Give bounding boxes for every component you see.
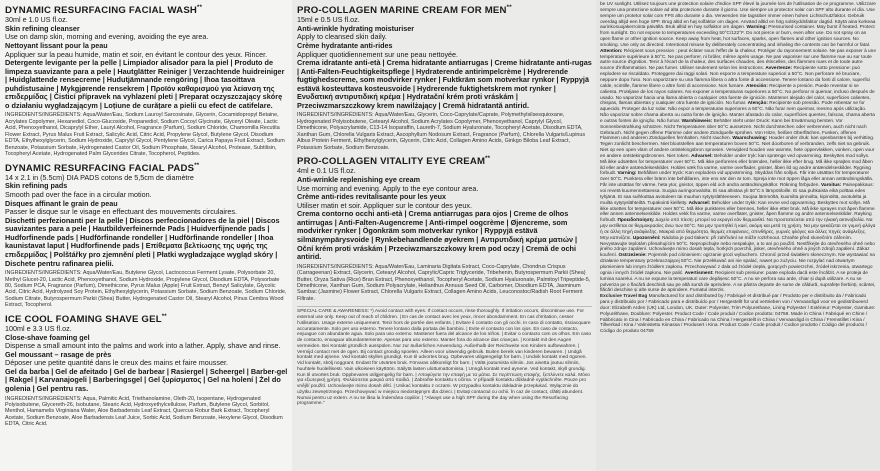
- pads-desc-fr: Disques affinant le grain de peau: [5, 198, 118, 208]
- eye-use-fr: Utiliser matin et soir. Appliquer sur le contour des yeux.: [297, 200, 472, 210]
- wash-use-fr: Appliquer sur la peau humide, matin et soir, en évitant le contour des yeux. Rincer.: [5, 49, 268, 59]
- marine-title: PRO-COLLAGEN MARINE CREAM FOR MEN**: [297, 5, 512, 17]
- marine-use-fr: Appliquer quotidiennement sur une peau nettoyée.: [297, 49, 459, 59]
- wash-translations: Detergente levigante per la pelle | Limpiador alisador para la piel | Produto de limpeza suavizante para a pele | Hautglätter Reiniger | Verzachtende huidreiniger | Huidglattende rensecreme | Hudutjämnande rengöring | Ihoa tasoittava puhdistusaine | Mykgjørende rensekrem | Προϊόν καθαρισμού για λείανση της επιδερμίδας | Čisticí přípravek na vyhlazení pleti | Preparat oczyszczający skórę o działaniu wygładzającym | Loțiune de curățare a pielii cu efect de catifelare.: [5, 58, 285, 110]
- pads-title: DYNAMIC RESURFACING FACIAL PADS**: [5, 162, 200, 174]
- aerosol-warnings: be UV sunlight. Utilisez toujours une protection solaire d'indice SPF élevé la journée lors de l'utilisation de ce programme. Utilizzare sempre una protezione solare ad alta protezione durante il giorno. Use siempre un protector solar con SPF alto durante el día. Use sempre um protetor solar com FPS alto durante o dia. Verwenden Sie tagsüber immer einen hohen Lichtschutzfaktor. Gebruik overdag altijd een hoge SPF. Brug altid en høj solfaktor om dagen. Använd alltid en hög solskyddsfaktor dagtid. Käytä aina korkeaa aurinkosuojakerrointa päivällä. Bruk alltid en høy solfaktor om dagen. Warning: Pressurised container. May burst if heated. Protect from sunlight. Do not expose to temperatures exceeding 50°C/122°F. Do not pierce or burn, even after use. Do not spray on an open flame or other ignition source. Keep away from heat, hot surfaces, sparks, open flames and other ignition sources. No smoking. Use only as directed. Intentional misuse by deliberately concentrating and inhaling the contents can be harmful or fatal. Attention: Récipient sous pression : peut éclater sous l'effet de la chaleur. Protéger du rayonnement solaire. Ne pas exposer à une température supérieure à 50°C. Ne pas perforer, ni brûler, même après usage. Ne pas vaporiser sur une flamme nue ou sur toute autre source d'ignition. Tenir à l'écart de la chaleur, des surfaces chaudes, des étincelles, des flammes nues et de toute autre source d'inflammation. Ne pas fumer. Utiliser seulement selon les instructions. Avvertenze: Recipiente sotto pressione: può esplodere se riscaldato. Proteggere dai raggi solari. Non esporre a temperature superiori a 50°C. Non perforare né bruciare, neppure dopo l'uso. Non vaporizzare su una fiamma libera o altra fonte di accensione. Tenere lontano da fonti di calore, superfici calde, scintille, fiamme libere o altre fonti di accensione. Non fumare. Atención: Recipiente a presión. Puede reventar si se calienta. Protéjase de los rayos solares. No exponer a temperaturas superiores a 50°C. No perforar ni quemar, incluso después de usado. No vaporizar hacia una llama abierta o cualquier otra fuente de ignición. Mantener alejado del calor, superficies calientes, chispas, llamas abiertas y cualquier otra fuente de ignición. No fumar. Atenção: Recipiente sob pressão. Pode rebentar se for aquecido. Proteger da luz solar. Não expor a temperaturas superiores a 50°C. Não furar nem queimar, mesmo após utilização. Não vaporizar sobre chama aberta ou outra fonte de ignição. Manter afastado do calor, superfícies quentes, faíscas, chama aberta e outras fontes de ignição. Não fumar. Warnhinweis: Behälter steht unter Druck: Kann bei Erwärmung bersten. Vor Sonnenbestrahlung schützen. Nicht Temperaturen über 50°C aussetzen. Nicht durchstechen oder verbrennen, auch nicht nach Gebrauch. Nicht gegen offene Flamme oder andere Zündquelle sprühen. Von Hitze, heißen Oberflächen, Funken, offenen Flammen und anderen Zündquellen fernhalten. Nicht rauchen. Waarschuwing: Houder onder druk: kan openbarsten bij verhitting. Tegen zonlicht beschermen. Niet blootstellen aan temperaturen boven 50°C. Niet doorboren of verbranden, zelfs niet na gebruik. Niet op een open vlam of andere ontstekingsbron sproeien. Verwijderd houden van warmte, hete oppervlakken, vonken, open vuur en andere ontstekingsbronnen. Niet roken. Advarsel: Beholder under tryk: kan sprænge ved opvarmning. Beskyttes mod sollys. Må ikke udsættes for temperaturer over 50°C. Må ikke perforeres eller brændes, heller ikke efter brug. Må ikke sprøjtes mod åben ild eller andre antændelseskilder. Holdes væk fra varme, varme overflader, gnister, åben ild og andre antændelseskilder. Rygning forbudt. Varning: Behållare under tryck: Kan explodera vid uppvärmning. Skyddas från solljus. Får inte utsättas för temperaturer över 50°C. Punktera eller bränn inte behållaren, inte ens när den är tom. Spreja inte mot öppen låga eller annan antändningskälla. Får inte utsättas för värme, heta ytor, gnistor, öppen eld och andra antändningskällor. Rökning förbjuden. Varoitus: Painepakkaus: voi revetä kuumennettaessa. Suojaa auringonvalolta. Ei saa altistaa yli 50°C:n lämpötiloille. Ei saa puhkaista eikä polttaa edes tyhjänä. Ei saa suihkuttaa avotuleen tai muuhun sytytyslähteeseen. Suojaa lämmöltä, kuumilta pinnoilta, kipinöiltä, avotulelta ja muilta sytytyslähteiltä. Tupakointi kielletty. Advarsel: Beholder under trykk: Kan revne ved oppvarming. Beskyttes mot sollys. Må ikke utsettes for temperaturer over 50°C. Må ikke punkteres eller brennes, heller ikke etter bruk. Må ikke sprayes mot åpen flamme eller annen antennelseskilde. Holdes vekk fra varme, varme overflater, gnister, åpen flamme og andre antennelseskilder. Røyking forbudt. Προειδοποίηση: Δοχείο υπό πίεση: μπορεί να εκραγεί εάν θερμανθεί. Να προστατεύεται από την ηλιακή ακτινοβολία. Να μην εκτίθεται σε θερμοκρασίες άνω των 50°C. Να μην τρυπηθεί ή καεί, ακόμη και μετά τη χρήση. Να μην ψεκάζεται σε γυμνή φλόγα ή σε άλλη πηγή ανάφλεξης. Μακριά από θερμότητα, θερμές επιφάνειες, σπινθήρες, γυμνές φλόγες και άλλες πηγές ανάφλεξης. Μην καπνίζετε. Upozornění: Nádoba je pod tlakem: při zahřívání se může roztrhnout. Chraňte před slunečním zářením. Nevystavujte teplotám přesahujícím 50°C. Nepropichujte nebo nespalujte, a to ani po použití. Nestříkejte do otevřeného ohně nebo jiného zdroje zapálení. Uchovávejte mimo dosah tepla, horkých povrchů, jisker, otevřeného ohně a jiných zdrojů zapálení. Zákaz kouření. Ostrzeżenie: Pojemnik pod ciśnieniem: ogrzanie grozi wybuchem. Chronić przed światłem słonecznym. Nie wystawiać na działanie temperatury przekraczającej 50°C. Nie przekłuwać ani nie spalać, nawet po zużyciu. Nie rozpylać nad otwartym płomieniem lub innym źródłem zapłonu. Przechowywać z dala od źródeł ciepła, gorących powierzchni, źródeł iskrzenia, otwartego ognia i innych źródeł zapłonu. Nie palić. Avertisment: Recipient sub presiune: poate exploda dacă este încălzit. A se proteja de lumina soarelui. A nu se expune la temperaturi care depășesc 50°C. A nu se perfora sau arde, chiar și după utilizare. A nu se pulveriza pe o flacără deschisă sau pe altă sursă de aprindere. A se păstra departe de surse de căldură, suprafețe fierbinți, scântei, flăcări deschise și alte surse de aprindere. Fumatul interzis.: [600, 2, 876, 294]
- pads-use-en: Smooth pad over the face in a circular motion.: [5, 189, 152, 199]
- eye-size: 4ml e 0.1 US fl.oz.: [297, 166, 356, 176]
- eye-title: PRO-COLLAGEN VITALITY EYE CREAM**: [297, 156, 491, 168]
- pads-use-fr: Passer le disque sur le visage en effectuant des mouvements circulaires.: [5, 207, 237, 217]
- divider: [297, 306, 592, 307]
- column-middle: [292, 0, 596, 471]
- special-care-warnings: SPECIAL CARE & AWARENESS: *) Avoid contact with eyes. If contact occurs, rinse thoroughly. If irritation occurs, discontinue use. For external use only. Keep out of reach of children. | En cas de contact avec les yeux, rincer abondamment. En cas d'irritation, cesser l'utilisation. Usage externe uniquement. Tenir hors de portée des enfants. | Evitare il contatto con gli occhi. In caso di contatto, risciacquare accuratamente. Solo per uso esterno. Tenere lontano dalla portata dei bambini. | Evite el contacto con los ojos. En caso de contacto, enjuague con abundante agua. Solo para uso externo. Mantener fuera del alcance de los niños. | Evitar o contacto com os olhos. Em caso de contacto, enxaguar abundantemente. Apenas para uso externo. Manter fora do alcance das crianças. | Kontakt mit den Augen vermeiden. Bei Kontakt gründlich ausspülen. Nur zur äußerlichen Anwendung. Außerhalb der Reichweite von Kindern aufbewahren. | Vermijd contact met de ogen. Bij contact grondig spoelen. Alleen voor uitwendig gebruik. Buiten bereik van kinderen bewaren. | Undgå kontakt med øjnene. Ved kontakt skylles grundigt. Kun til udvortes brug. Opbevares utilgængeligt for børn. | Undvik kontakt med ögonen. Vid kontakt, skölj noggrant. Endast för utvärtes bruk. Förvaras oåtkomligt för barn. | Vältä joutumista silmiin. Jos ainetta joutuu silmiin, huuhtele huolellisesti. Vain ulkoiseen käyttöön. Säilytä lasten ulottumattomissa. | Unngå kontakt med øynene. Ved kontakt, skyll grundig. Kun til utvortes bruk. Oppbevares utilgjengelig for barn. | Αποφύγετε την επαφή με τα μάτια. Σε περίπτωση επαφής, ξεπλύνετε καλά. Μόνο για εξωτερική χρήση. Φυλάσσεται μακριά από παιδιά. | Zabraňte kontaktu s očima. V případě kontaktu důkladně vypláchněte. Pouze pro vnější použití. Uchovávejte mimo dosah dětí. | Unikać kontaktu z oczami. W przypadku kontaktu dokładnie przepłukać. Wyłącznie do użytku zewnętrznego. Przechowywać w miejscu niedostępnym dla dzieci. | Evitați contactul cu ochii. În caz de contact, clătiți abundent. Numai pentru uz extern. A nu se lăsa la îndemâna copiilor. | "Always use a high SPF during the day when using the Resurfacing programme.": [297, 309, 592, 407]
- marine-desc-fr: Crème hydratante anti-rides: [297, 40, 393, 50]
- marine-desc-en: Anti-wrinkle hydrating moisturiser: [297, 23, 415, 33]
- gel-use-fr: Déposer une petite quantité dans le creux des mains et faire mousser.: [5, 358, 228, 368]
- marine-ingredients: INGREDIENTS/INGRÉDIENTS: Aqua/Water/Eau, Glycerin, Coco-Caprylate/Caprate, Polymethylsilsesquioxane, Hydrogenated Polyisobutene, Cetearyl Alcohol, Sodium Acrylates Copolymer, Phenoxyethanol, Caprylyl Glycol, Dimethicone, Polyacrylamide, C13-14 Isoparaffin, Laureth-7, Sodium Hyaluronate, Tocopheryl Acetate, Disodium EDTA, Xanthan Gum, Chlorella Vulgaris Extract, Ascophyllum Nodosum Extract, Fragrance (Parfum), Chlorella Vulgaris/Lupinus Albus Protein Ferment, Ethylhexylglycerin, Glycerin, Citric Acid, Collagen Amino Acids, Ginkgo Biloba Leaf Extract, Potassium Sorbate, Sodium Benzoate.: [297, 112, 586, 151]
- gel-size: 100ml e 3.3 US fl.oz.: [5, 323, 72, 333]
- eye-use-en: Use morning and evening. Apply to the eye contour area.: [297, 183, 479, 193]
- pads-desc-en: Skin refining pads: [5, 181, 68, 191]
- gel-desc-fr: Gel moussant – rasage de près: [5, 349, 112, 359]
- gel-translations: Gel da barba | Gel de afeitado | Gel de barbear | Rasiergel | Scheergel | Barber-gel | Rakgel | Karvanajogeli | Barberingsgel | Gel ξυρίσματος | Gel na holení | Żel do golenia | Gel pentru ras.: [5, 366, 288, 394]
- gel-ingredients: INGREDIENTS/INGRÉDIENTS: Aqua, Palmitic Acid, Triethanolamine, Oleth-20, Isopentane, Hydrogenated Polyisobutene, Glycereth-26, Isobutane, Stearic Acid, Hydroxyethylcellulose, Parfum, Butylene Glycol, Sorbitol, Menthol, Hamamelis Virginiana Water, Aloe Barbadensis Leaf Extract, Quercus Robur Bark Extract, Tocopheryl Acetate, Sodium Benzoate, Aloe Barbadensis Leaf Juice, Sorbic Acid, Sodium Benzoate, Hexylene Glycol, Disodium EDTA, Citric Acid.: [5, 395, 283, 428]
- column-left: [0, 0, 292, 471]
- marine-use-en: Apply to cleansed skin daily.: [297, 32, 387, 42]
- exclusive-travel-bag: Exclusive Travel Bag Manufactured for and distributed by / Fabriqué et distribué par / Prodotto per e distribuito da / Fabricado para y distribuido por / Fabricado para e distribuído por / Hergestellt für und vertrieben von / Vervaardigd voor en gedistribueerd door: Elizabeth Arden (UK) Ltd, London, UK. Outer: Polyester, Trim Polyurethane, Lining Polyester / Extérieur: Polyester, Garniture: Polyuréthane, Doublure: Polyester. Product Code / Code produit / Codice prodotto: 04759. Made in China / Fabriqué en Chine / Fabbricato in Cina / Fabricado en China / Fabricado na China / Hergestellt in China / Vervaardigd in China / Fremstillet i Kina / Tillverkad i Kina / Valmistettu Kiinassa / Produsert i Kina. Product Code / Code produit / Codice prodotto / Código del producto / Código do produto 04759: [600, 294, 876, 335]
- gel-use-en: Dispense a small amount into the palms and work into a lather. Apply, shave and rinse.: [5, 341, 281, 351]
- eye-ingredients: INGREDIENTS/INGRÉDIENTS: Aqua/Water/Eau, Laminaria Digitata Extract, Coco-Caprylate, Chondrus Crispus (Carrageenan) Extract, Glycerin, Cetearyl Alcohol, Caprylic/Capric Triglyceride, Tribehenin, Butyrospermum Parkii (Shea) Butter, Oryza Sativa (Rice) Bran Extract, Phenoxyethanol, Tocopheryl Acetate, Sodium Hyaluronate, Palmitoyl Tripeptide-5, Dimethicone, Xanthan Gum, Sodium Polyacrylate, Helianthus Annuus Seed Oil, Carbomer, Disodium EDTA, Jasminum Sambac (Jasmine) Flower Extract, Chlorella Vulgaris Extract, Collagen Amino Acids, Leuconostoc/Radish Root Ferment Filtrate.: [297, 263, 591, 302]
- eye-desc-en: Anti-wrinkle replenishing eye cream: [297, 174, 421, 184]
- column-right: [596, 0, 880, 471]
- pads-ingredients: INGREDIENTS/INGRÉDIENTS: Aqua/Water/Eau, Butylene Glycol, Lactococcus Ferment Lysate, Polysorbate 20, Methyl Glucet-20, Lactic Acid, Phenoxyethanol, Sodium Hydroxide, Propylene Glycol, Disodium EDTA, Polysorbate 80, Sodium PCA, Fragrance (Parfum), Dimethicone, Pyrus Malus (Apple) Fruit Extract, Benzyl Salicylate, Glycolic Acid, Citric Acid, Hydrolyzed Soy Protein, Ethylhexylglycerin, Potassium Sorbate, Sodium Benzoate, Sodium Chloride, Sodium Citrate, Butyrospermum Parkii (Shea) Butter, Hydrogenated Castor Oil, Stearyl Alcohol, Pinus Cembra Wood Extract, Tocopherol.: [5, 270, 287, 309]
- eye-desc-fr: Crème anti-rides revitalisante pour les yeux: [297, 192, 447, 202]
- pads-size: 14 x 2.1 in (5.5cm) DIA PADS cotons de 5,5cm de diamètre: [5, 172, 194, 182]
- wash-ingredients: INGREDIENTS/INGRÉDIENTS: Aqua/Water/Eau, Sodium Lauroyl Sarcosinate, Glycerin, Cocamidopropyl Betaine, Acrylates Copolymer, Hexanediol, Coco-Glucoside, Propanediol, Sodium Cocoyl Glycinate, Glyceryl Oleate, Lactic Acid, Phenoxyethanol, Dicaprylyl Ether, Lauryl Alcohol, Fragrance (Parfum), Sodium Chloride, Chamomilla Recutita Flower Extract, Pyrus Malus Fruit Extract, Salicylic Acid, Citric Acid, Propylene Glycol, Butylene Glycol, Disodium EDTA, Ethylhexylglycerin, Sodium Hydroxide, Caprylyl Glycol, Pentylene Glycol, Carica Papaya Fruit Extract, Sodium Benzoate, Potassium Sorbate, Hydrogenated Castor Oil, Sodium Phosphate, Stearyl Alcohol, Protease, Subtilisin, Tocopheryl Acetate, Hydrogenated Palm Glycerides Citrate, Tocopherol, Peptides.: [5, 112, 285, 158]
- wash-title: DYNAMIC RESURFACING FACIAL WASH**: [5, 5, 203, 17]
- wash-desc-en: Skin refining cleanser: [5, 23, 80, 33]
- marine-size: 15ml e 0.5 US fl.oz.: [297, 15, 360, 25]
- marine-translations: Crema idratante anti-età | Crema hidratante antiarrugas | Creme hidratante anti-rugas | Anti-Falten-Feuchtigkeitspflege | Hydraterende antirimpelcrème | Hydrerende fugtighedscreme, som modvirker rynker | Fuktkräm som motverkar rynkor | Ryppyjä estävä kosteuttava kosteusvoide | Hydrerende fuktighetskrem mot rynker | Ενυδατική αντιρυτιδική κρέμα | Hydratační krém proti vráskám | Przeciwzmarszczkowy krem nawilżający | Cremă hidratantă antirid.: [297, 58, 592, 110]
- pads-translations: Dischetti perfezionanti per la pelle | Discos perfeccionadores de la piel | Discos suavizantes para a pele | Hautbildverfeinernde Pads | Huidverfijnende pads | Hudforfinende pads | Hudförfinande rondeller | Hudförfinande rondeller | Ihoa kaunistavat laput | Hudforfinende pads | Επίθεματα βελτίωσης της υφής της επιδερμίδας | Polštářky pro zjemnění pleti | Płatki wygładzające wygląd skóry | Dischete pentru rafinarea pielii.: [5, 215, 280, 268]
- gel-desc-en: Close-shave foaming gel: [5, 332, 90, 342]
- wash-desc-fr: Nettoyant lissant pour la peau: [5, 40, 108, 50]
- wash-size: 30ml e 1.0 US fl.oz.: [5, 15, 68, 25]
- wash-use-en: Use on damp skin, morning and evening, avoiding the eye area.: [5, 32, 209, 42]
- gel-title: ICE COOL FOAMING SHAVE GEL**: [5, 313, 167, 325]
- eye-translations: Crema contorno occhi anti-età | Crema antiarrugas para ojos | Creme de olhos antirrugas | Anti-Falten-Augencreme | Anti-rimpel oogcrème | Øjencreme, som modvirker rynker | Ögonkräm som motverkar rynkor | Ryppyjä estävä silmänympärysvoide | Rynkebehandlende øyekrem | Αντιρυτιδική κρέμα ματιών | Oční krém proti vráskám | Przeciwzmarszczkowy krem pod oczy | Cremă de ochi antirid.: [297, 209, 578, 262]
